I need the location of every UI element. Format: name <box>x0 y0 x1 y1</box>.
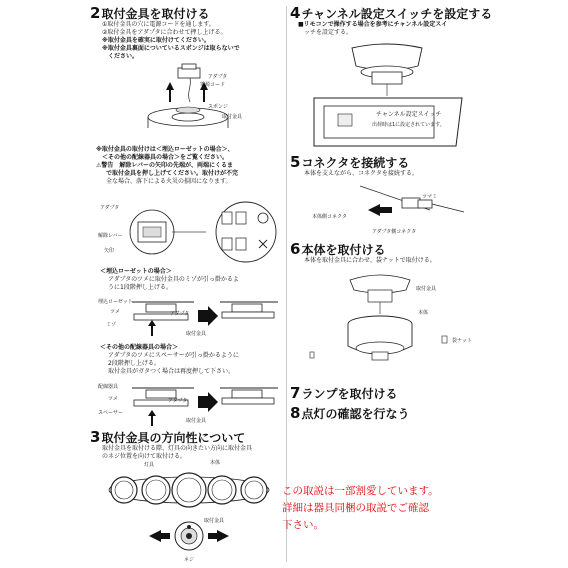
case-a-label-rosette: 埋込ローゼット <box>98 299 133 305</box>
section3-label-lamp: 灯具 <box>144 462 155 468</box>
section3-line2: のネジ位置を向けて取付ける。 <box>102 453 187 460</box>
column-divider <box>286 6 287 562</box>
section5-label-claw: ツマミ <box>422 194 438 200</box>
section6-block <box>290 242 436 265</box>
section8-block <box>290 406 409 421</box>
case-b-label-claw: ツメ <box>108 396 118 402</box>
section5-title: コネクタを接続する <box>301 156 410 170</box>
section2-warning-line1: ⚠警告 解除レバーの矢印の先端が、両端にくるま <box>96 162 233 169</box>
section4-title: チャンネル設定スイッチを設定する <box>301 7 493 21</box>
section2-warning-line2: で取付金具を押し上げてください。取付けが不完 <box>106 170 239 177</box>
section3-label-body: 本体 <box>210 460 221 466</box>
section2-note2-line1: ※取付金具の取付けは＜埋込ローゼットの場合＞、 <box>96 146 234 153</box>
case-a-block <box>100 268 239 292</box>
section2-number: 2 <box>90 4 101 22</box>
case-b-label-adapter: アダプタ <box>168 398 188 404</box>
section5-label-body-connector: 本体側コネクタ <box>312 214 347 220</box>
case-b-block <box>100 344 239 376</box>
section2-note-block <box>96 146 238 186</box>
section7-title: ランプを取付ける <box>301 387 398 401</box>
case-b-line1: アダプタのツメにスペーサーが引っ掛かるように <box>108 352 239 359</box>
label-release-lever: 解除レバー <box>98 233 123 239</box>
label-bracket: 取付金具 <box>222 114 243 120</box>
section4-line1: ■リモコンで操作する場合を参考にチャンネル設定スイ <box>298 21 448 28</box>
section3-label-screw: ネジ <box>184 557 195 563</box>
section2-title: 取付金具を取付ける <box>101 7 210 21</box>
section3-number: 3 <box>90 428 101 446</box>
section5-label-adapter-connector: アダプタ側コネクタ <box>372 229 417 235</box>
case-a-label-adapter: アダプタ <box>170 311 190 317</box>
section4-heading <box>290 4 493 22</box>
section2-note3: ください。 <box>102 53 139 60</box>
section5-heading <box>290 155 418 170</box>
case-a-label-bracket: 取付金具 <box>186 331 207 337</box>
section6-line1: 本体を取付金具に合わせ、袋ナットで取付ける。 <box>304 257 436 264</box>
case-a-title: ＜埋込ローゼットの場合＞ <box>100 268 172 275</box>
notice-line2: 詳細は器具同梱の取説でご確認 <box>282 502 429 514</box>
section2-step2: ②取付金具をアダプタに合わせて押し上げる。 <box>102 29 227 36</box>
orientation-diagram <box>104 466 274 562</box>
bracket-exploded-diagram <box>140 62 260 142</box>
section6-title: 本体を取付ける <box>301 243 386 257</box>
section6-heading <box>290 242 436 257</box>
section3-heading <box>90 430 252 445</box>
section5-line1: 本体を支えながら、コネクタを接続する。 <box>304 170 418 177</box>
section4-label-switch: チャンネル設定スイッチ <box>376 111 442 118</box>
section3-label-bracket: 取付金具 <box>204 518 225 524</box>
section4-number: 4 <box>290 4 301 22</box>
section2-note1: ※取付金具を確実に取付けてください。 <box>102 37 210 44</box>
section7-block <box>290 386 397 401</box>
section6-label-bracket: 取付金具 <box>416 286 437 292</box>
case-b-label-spacer: スペーサー <box>98 410 124 416</box>
channel-switch-diagram <box>312 44 472 148</box>
section4-label-note: 出荷時は1に設定されています。 <box>372 122 445 128</box>
case-a-label-claw: ツメ <box>110 309 120 315</box>
case-b-line2: 2段階押し上げる。 <box>108 360 160 367</box>
section2-heading <box>90 6 285 21</box>
section6-label-body: 本体 <box>418 310 429 316</box>
section5-number: 5 <box>290 153 301 171</box>
case-b-title: ＜その他の配線器具の場合＞ <box>100 344 179 351</box>
label-sponge: スポンジ <box>208 104 228 110</box>
section3-line1: 取付金具を取付ける際、灯具の向きたい方向に取付金具 <box>102 445 253 452</box>
section7-heading <box>290 386 397 401</box>
label-power-cord: 電源コード <box>200 82 226 88</box>
case-a-label-groove: ミゾ <box>106 322 117 328</box>
section5-block <box>290 155 418 178</box>
section4-line2: ッチを設定する。 <box>304 29 353 36</box>
section6-label-nut: 袋ナット <box>452 338 472 344</box>
case-a-line1: アダプタのツメに取付金具のミゾが引っ掛かるよ <box>108 276 239 283</box>
case-b-line3: 取付金具がガタつく場合は再度押して下さい。 <box>108 368 235 375</box>
section2-note2: ※取付金具裏面についているスポンジは取らないで <box>102 45 240 52</box>
connector-diagram <box>360 182 470 232</box>
section2-note2-line2: ＜その他の配線器具の場合＞をご覧ください。 <box>102 154 229 161</box>
label-adapter: アダプタ <box>208 74 228 80</box>
section2-step1: ①取付金具の穴に電源コードを通します。 <box>102 21 215 28</box>
case-a-line2: うに1段階押し上げる。 <box>108 284 172 291</box>
notice-line1: この取説は一部割愛しています。 <box>282 485 439 497</box>
case-b-label-bracket: 取付金具 <box>186 418 207 424</box>
body-mount-diagram <box>330 272 460 376</box>
left-column <box>90 6 285 61</box>
right-column <box>290 4 493 37</box>
label-arrow: 矢印 <box>104 248 115 254</box>
label-detail-adapter: アダプタ <box>100 205 120 211</box>
abridged-notice <box>282 483 482 534</box>
section2-warning-line3: 全な場合、落下による火災の損因になります。 <box>106 178 232 185</box>
case-b-label-wiring: 配線器具 <box>98 384 119 390</box>
section8-number: 8 <box>290 404 301 422</box>
section3-block <box>90 430 252 461</box>
section8-title: 点灯の確認を行なう <box>301 407 410 421</box>
section8-heading <box>290 406 409 421</box>
section7-number: 7 <box>290 384 301 402</box>
section3-title: 取付金具の方向性について <box>101 431 246 445</box>
notice-line3: 下さい。 <box>282 519 324 531</box>
release-lever-detail <box>128 200 288 266</box>
section6-number: 6 <box>290 240 301 258</box>
